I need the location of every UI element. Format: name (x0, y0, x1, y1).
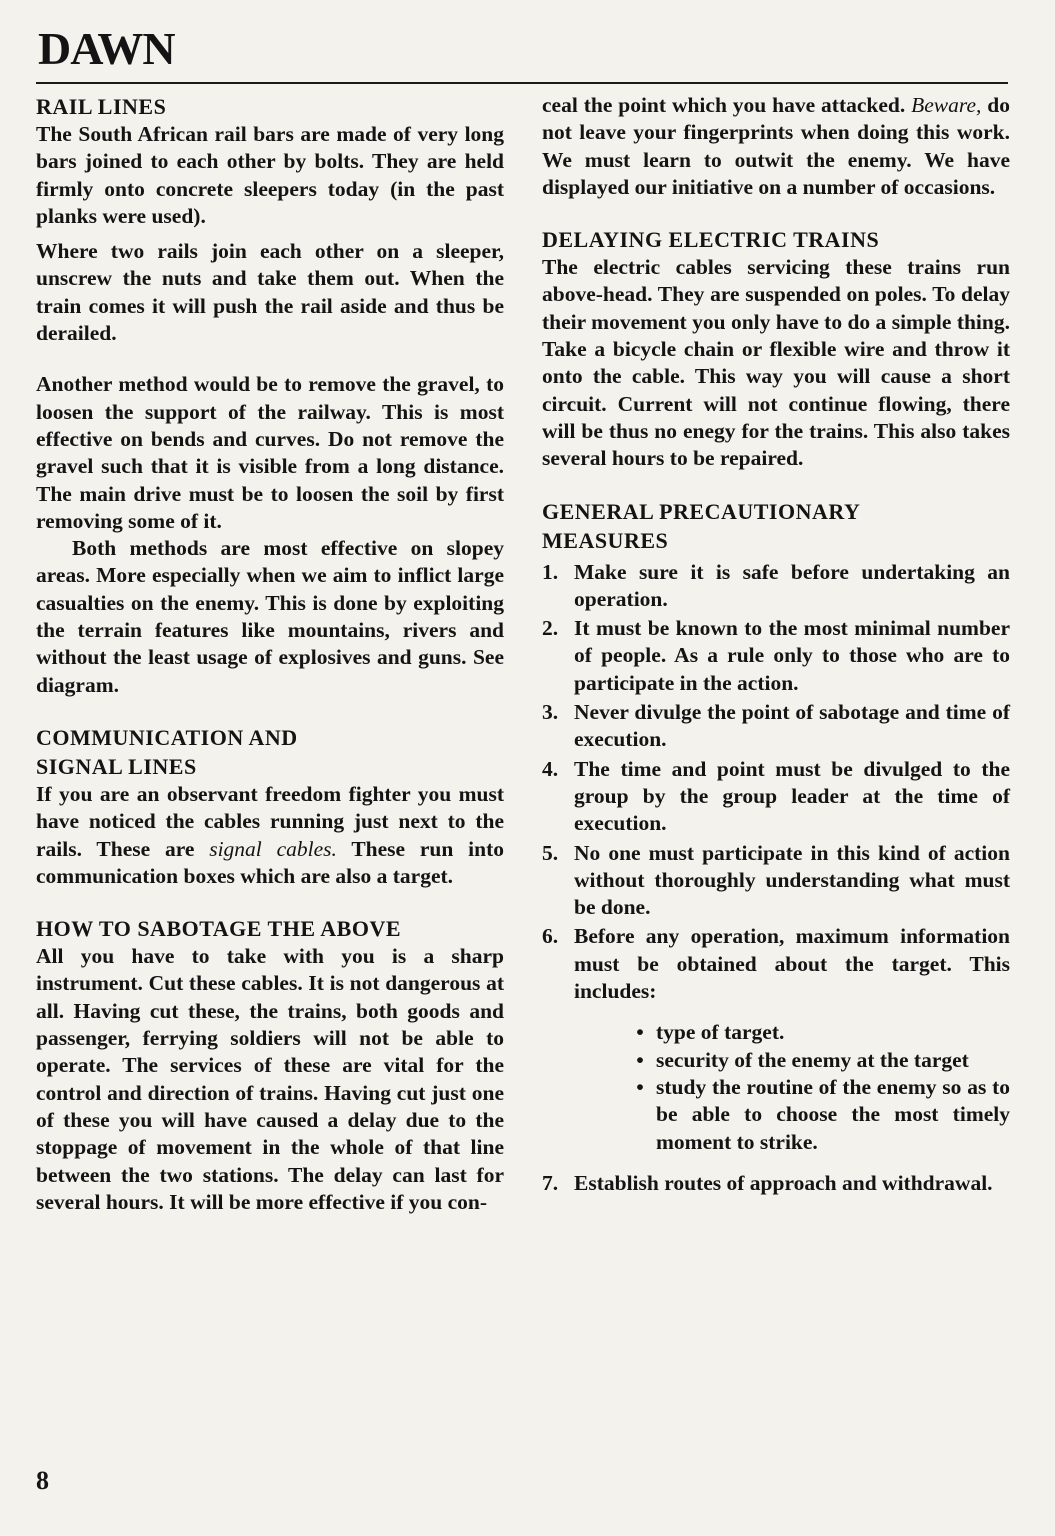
bullet-text: type of target. (656, 1020, 785, 1045)
sabotage-paragraph: All you have to take with you is a sharp instrument. Cut these cables. It is not dangerous at all. Having cut these, the trains, both goods and passenger, ferrying soldiers will not be able to operate. The services of these are vital for the control and direction of trains. Having cut just one of these you will have caused a delay due to the stoppage of movement in the whole of that line between the two stations. The delay can last for several hours. It will be more effective if you con- (36, 944, 504, 1214)
precautions-heading-line-2: MEASURES (542, 527, 669, 553)
rail-lines-paragraph-3: Another method would be to remove the gravel, to loosen the support of the railway. This is most effective on bends and curves. Do not remove the gravel such that it is visible from a long distance. The main drive must be to loosen the soil by first removing some of it. (36, 372, 504, 533)
bullet-icon: • (636, 1074, 644, 1099)
continued-paragraph (542, 92, 1010, 201)
list-item (542, 923, 1010, 1005)
list-item (542, 840, 1010, 922)
item-number: 4. (542, 756, 559, 781)
list-item (542, 559, 1010, 614)
item-number: 1. (542, 559, 559, 584)
item-text: Never divulge the point of sabotage and time of execution. (574, 700, 1010, 752)
bullet-text: study the routine of the enemy so as to be able to choose the most timely moment to strike. (656, 1074, 1010, 1154)
target-info-bullets (624, 1019, 1010, 1155)
bullet-text: security of the enemy at the target (656, 1047, 969, 1072)
item-number: 6. (542, 924, 559, 949)
masthead: DAWN (38, 23, 175, 74)
communication-text-1: If you are an observant freedom fighter you must have noticed the cables running just next to the rails. These are (36, 781, 504, 861)
list-item (542, 699, 1010, 754)
header-rule (36, 82, 1008, 84)
signal-cables-emphasis: signal cables. (209, 836, 337, 861)
bullet-item (624, 1047, 1010, 1074)
sabotage-heading: HOW TO SABOTAGE THE ABOVE (36, 916, 402, 942)
left-column (36, 92, 504, 1224)
item-text: Before any operation, maximum information must be obtained about the target. This includes: (574, 924, 1010, 1004)
communication-paragraph (36, 781, 504, 890)
item-text: It must be known to the most minimal number of people. As a rule only to those who are to participate in the action. (574, 616, 1010, 695)
precautions-list (542, 559, 1010, 1006)
continued-text-1: ceal the point which you have attacked. (542, 93, 912, 117)
rail-lines-paragraph-1: The South African rail bars are made of very long bars joined to each other by bolts. They are held firmly onto concrete sleepers today (in the past planks were used). (36, 122, 504, 228)
list-item (542, 615, 1010, 697)
communication-text-2: These run into communication boxes which are also a target. (36, 836, 504, 888)
rail-lines-paragraph-2: Where two rails join each other on a sleeper, unscrew the nuts and take them out. When the train comes it will push the rail aside and thus be derailed. (36, 239, 504, 346)
item-text: Make sure it is safe before undertaking an operation. (574, 559, 1010, 611)
list-item (542, 756, 1010, 838)
item-text: Establish routes of approach and withdrawal. (574, 1170, 993, 1195)
item-number: 3. (542, 700, 559, 725)
bullet-icon: • (636, 1047, 644, 1072)
right-column (542, 92, 1010, 1199)
electric-trains-paragraph: The electric cables servicing these trains run above-head. They are suspended on poles. To delay their movement you only have to do a simple thing. Take a bicycle chain or flexible wire and throw it onto the cable. This way you will cause a short circuit. Current will not continue flowing, there will be thus no enegy for the trains. This also takes several hours to be repaired. (542, 255, 1010, 471)
precautions-heading-line-1: GENERAL PRECAUTIONARY (542, 498, 861, 524)
rail-lines-heading: RAIL LINES (36, 94, 167, 119)
bullet-item (624, 1019, 1010, 1046)
bullet-icon: • (636, 1020, 644, 1045)
precautions-list-continued (542, 1170, 1010, 1197)
page-number: 8 (36, 1466, 49, 1495)
bullet-item (624, 1074, 1010, 1156)
continued-text-2: do not leave your fingerprints when doing this work. We must learn to outwit the enemy. We have displayed our initiative on a number of occasions. (542, 93, 1010, 199)
communication-heading-line-2: SIGNAL LINES (36, 753, 197, 779)
rail-lines-paragraph-4: Both methods are most effective on slopey areas. More especially when we aim to inflict large casualties on the enemy. This is done by exploiting the terrain features like mountains, rivers and without the least usage of explosives and guns. See diagram. (36, 536, 504, 697)
item-number: 2. (542, 616, 559, 641)
communication-heading-line-1: COMMUNICATION AND (36, 724, 298, 750)
electric-trains-heading: DELAYING ELECTRIC TRAINS (542, 227, 880, 253)
item-number: 7. (542, 1170, 559, 1195)
item-text: No one must participate in this kind of action without thoroughly understanding what must be done. (574, 840, 1010, 920)
list-item (542, 1170, 1010, 1197)
item-text: The time and point must be divulged to the group by the group leader at the time of execution. (574, 756, 1010, 836)
item-number: 5. (542, 840, 559, 865)
beware-emphasis: Beware, (911, 93, 982, 117)
